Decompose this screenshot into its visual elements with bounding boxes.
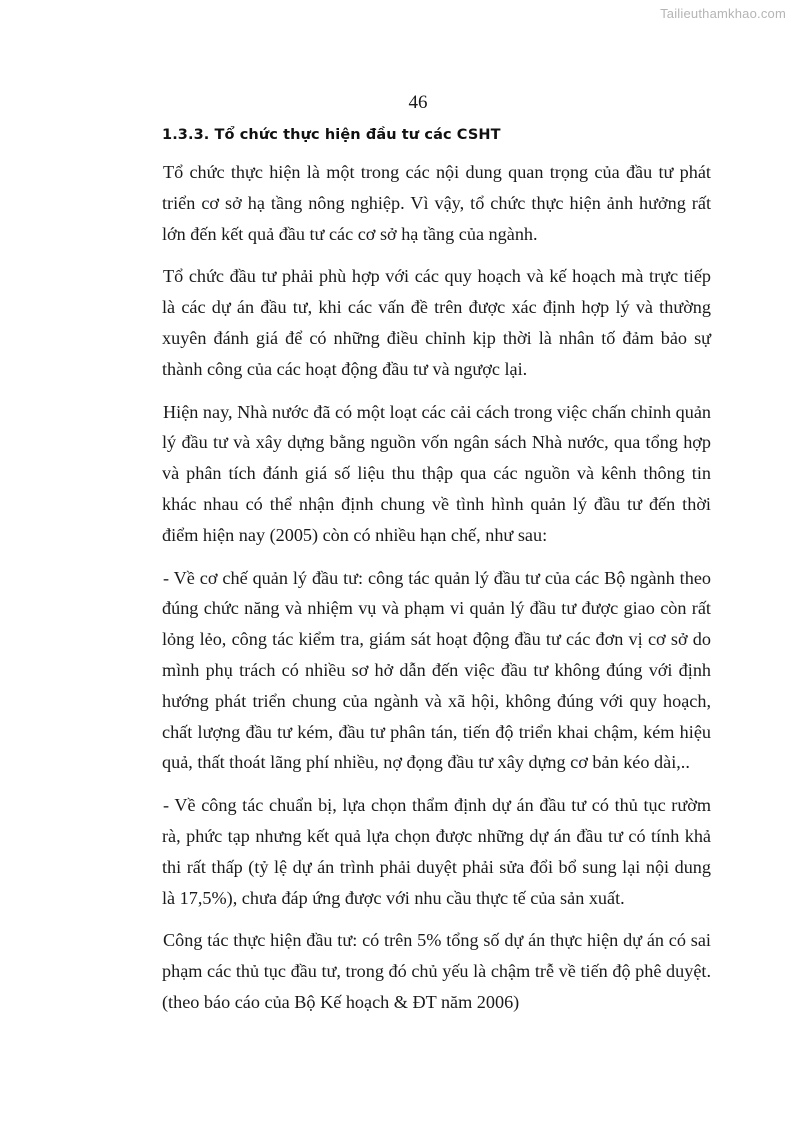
document-body	[162, 127, 711, 1030]
paragraph-3: Hiện nay, Nhà nước đã có một loạt các cải cách trong việc chấn chỉnh quản lý đầu tư và xây dựng bằng nguồn vốn ngân sách Nhà nước, qua tổng hợp và phân tích đánh giá số liệu thu thập qua các nguồn và kênh thông tin khác nhau có thể nhận định chung về tình hình quản lý đầu tư đến thời điểm hiện nay (2005) còn có nhiều hạn chế, như sau:	[162, 401, 711, 545]
section-heading: 1.3.3. Tổ chức thực hiện đầu tư các CSHT	[162, 127, 501, 143]
paragraph-2: Tổ chức đầu tư phải phù hợp với các quy hoạch và kế hoạch mà trực tiếp là các dự án đầu tư, khi các vấn đề trên được xác định hợp lý và thường xuyên đánh giá để có những điều chỉnh kịp thời là nhân tố đảm bảo sự thành công của các hoạt động đầu tư và ngược lại.	[162, 266, 711, 379]
page-number: 46	[408, 92, 428, 113]
paragraph-1: Tổ chức thực hiện là một trong các nội dung quan trọng của đầu tư phát triển cơ sở hạ tầng nông nghiệp. Vì vậy, tổ chức thực hiện ảnh hưởng rất lớn đến kết quả đầu tư các cơ sở hạ tầng của ngành.	[162, 162, 711, 244]
paragraph-5: - Về công tác chuẩn bị, lựa chọn thẩm định dự án đầu tư có thủ tục rườm rà, phức tạp nhưng kết quả lựa chọn được những dự án đầu tư có tính khả thi rất thấp (tỷ lệ dự án trình phải duyệt phải sửa đổi bổ sung lại nội dung là 17,5%), chưa đáp ứng được với nhu cầu thực tế của sản xuất.	[162, 795, 711, 908]
paragraph-4: - Về cơ chế quản lý đầu tư: công tác quản lý đầu tư của các Bộ ngành theo đúng chức năng và nhiệm vụ và phạm vi quản lý đầu tư được giao còn rất lỏng lẻo, công tác kiểm tra, giám sát hoạt động đầu tư các đơn vị cơ sở do mình phụ trách có nhiều sơ hở dẫn đến việc đầu tư không đúng với định hướng phát triển chung của ngành và xã hội, không đúng với quy hoạch, chất lượng đầu tư kém, đầu tư phân tán, tiến độ triển khai chậm, kém hiệu quả, thất thoát lãng phí nhiều, nợ đọng đầu tư xây dựng cơ bản kéo dài,..	[162, 567, 711, 773]
paragraph-6: Công tác thực hiện đầu tư: có trên 5% tổng số dự án thực hiện dự án có sai phạm các thủ tục đầu tư, trong đó chủ yếu là chậm trễ về tiến độ phê duyệt. (theo báo cáo của Bộ Kế hoạch & ĐT năm 2006)	[162, 930, 711, 1012]
watermark: Tailieuthamkhao.com	[660, 6, 786, 21]
